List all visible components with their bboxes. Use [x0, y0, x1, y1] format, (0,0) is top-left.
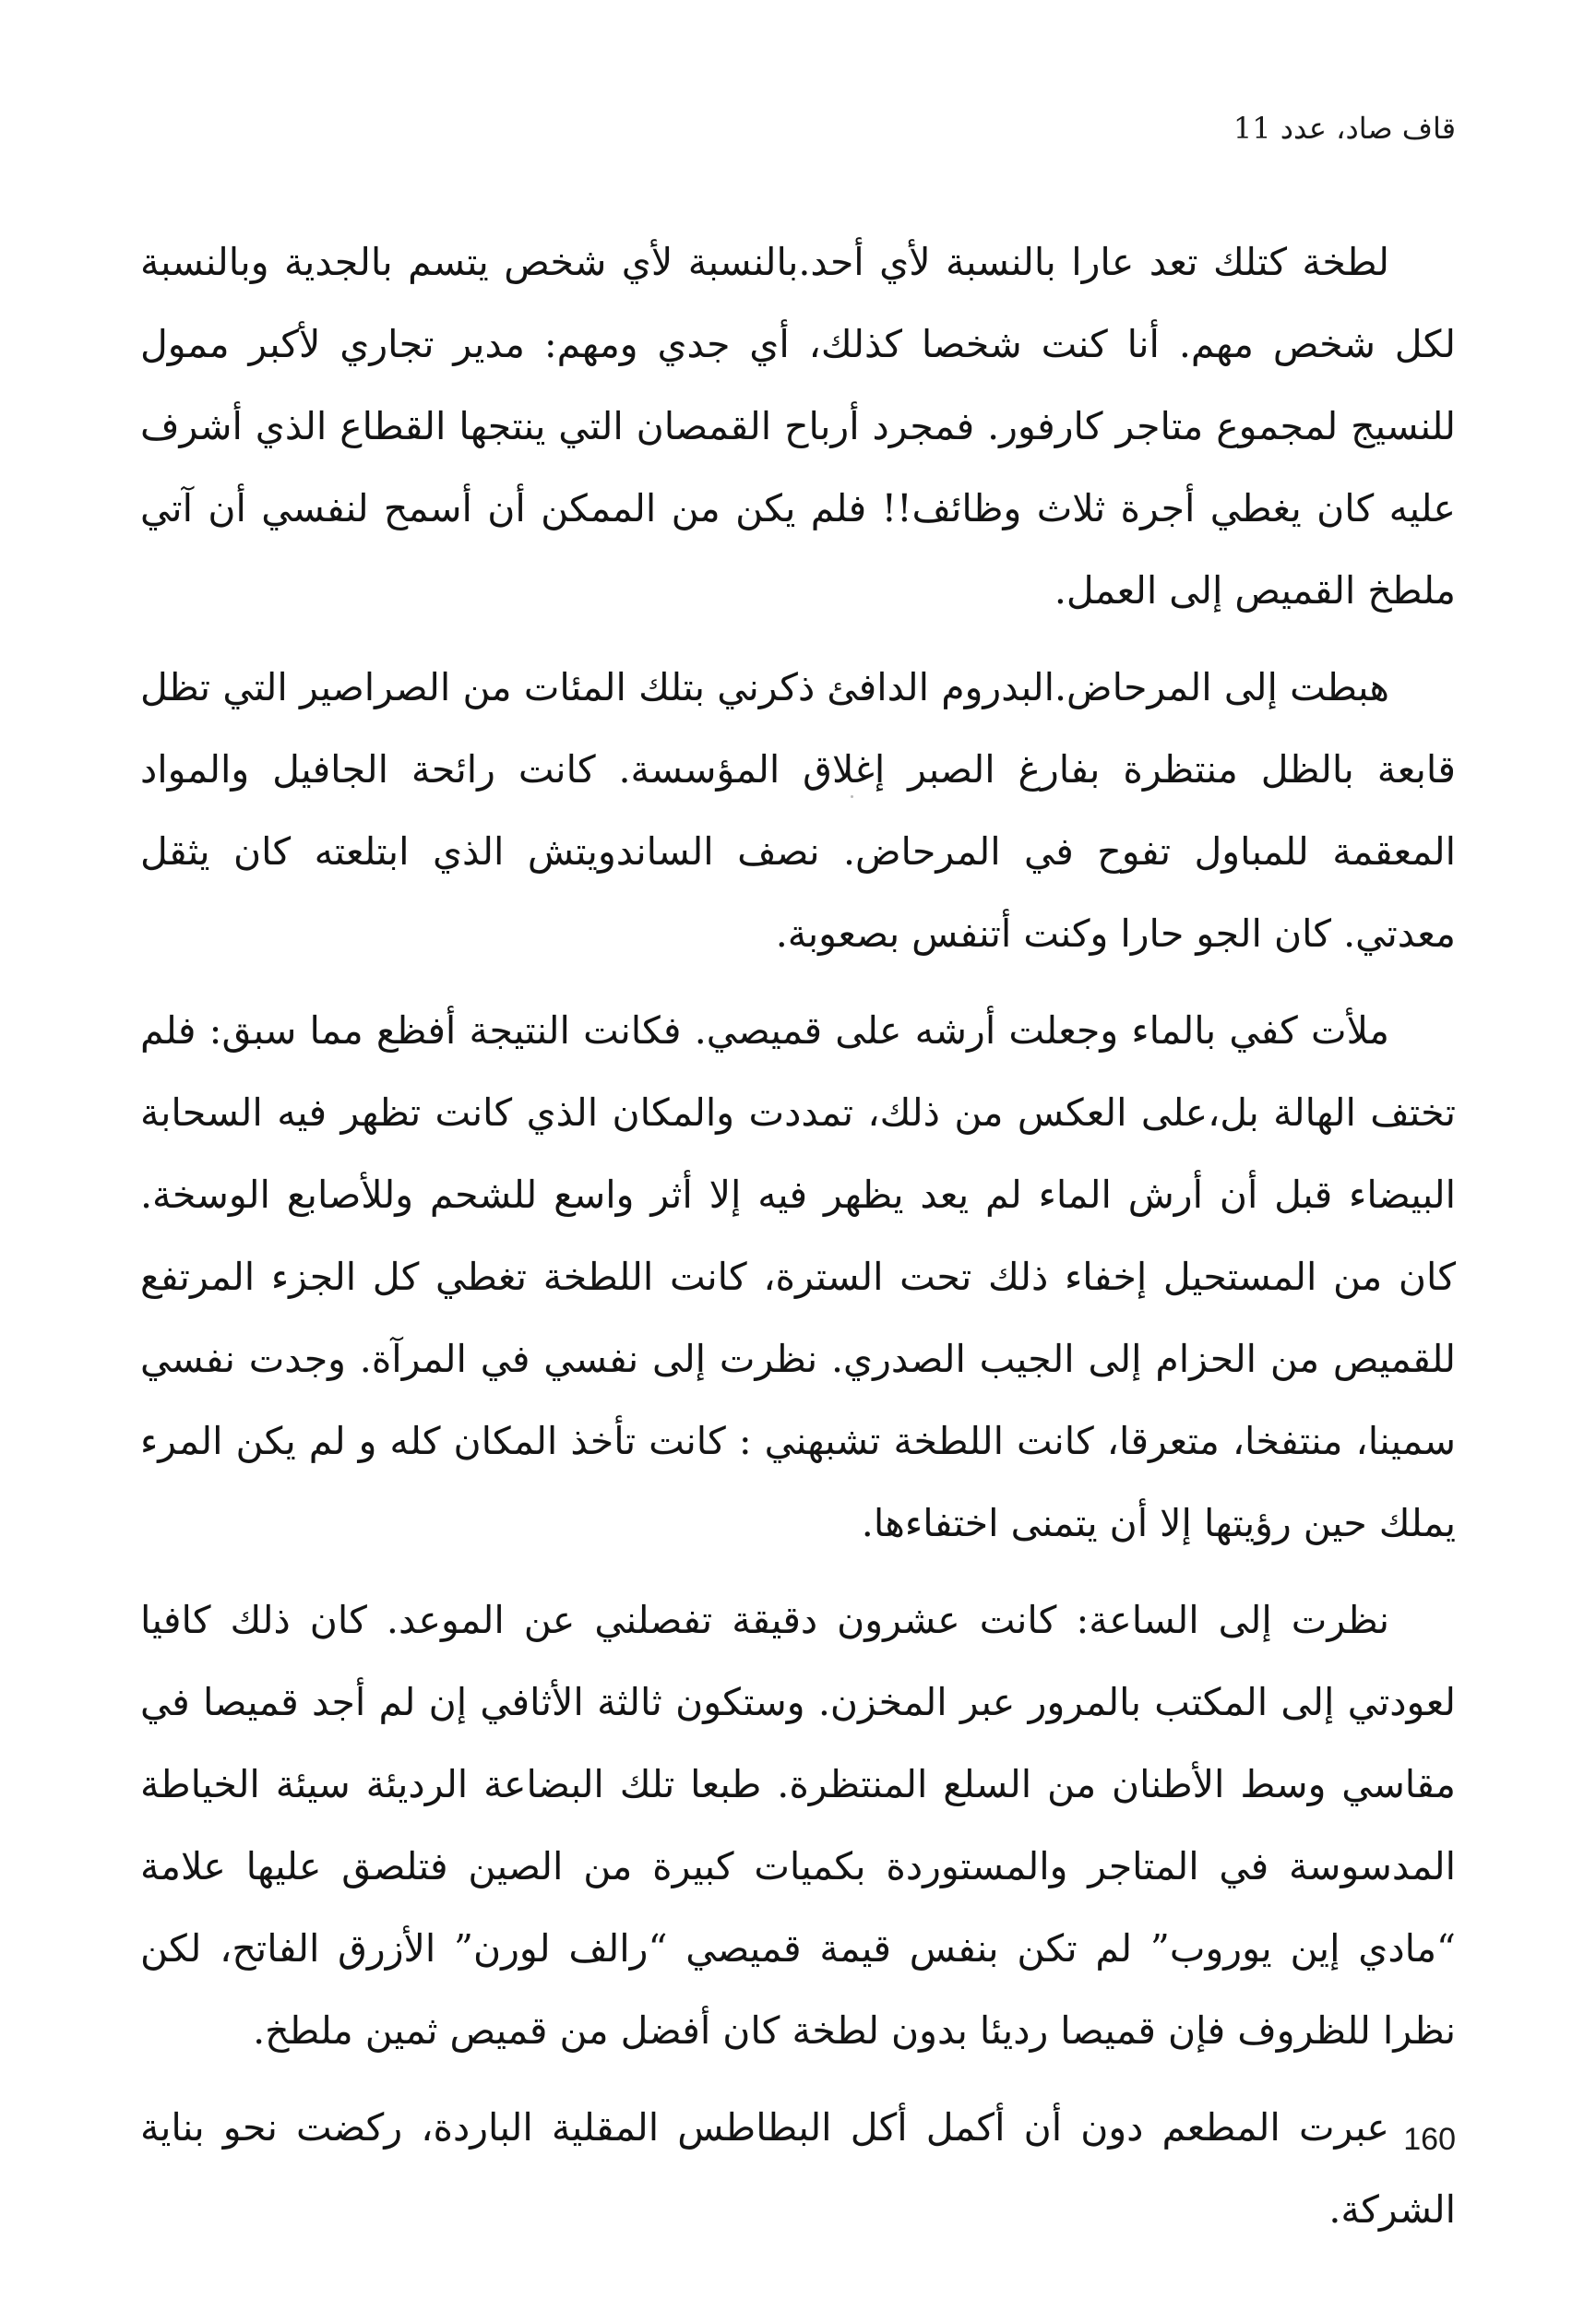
paragraph-3: ملأت كفي بالماء وجعلت أرشه على قميصي. فكانت النتيجة أفظع مما سبق: فلم تختف الهالة بل،على العكس من ذلك، تمددت والمكان الذي كانت تظهر فيه السحابة البيضاء قبل أن أرش الماء لم يعد يظهر فيه إلا أثر واسع للشحم وللأصابع الوسخة. كان من المستحيل إخفاء ذلك تحت السترة، كانت اللطخة تغطي كل الجزء المرتفع للقميص من الحزام إلى الجيب الصدري. نظرت إلى نفسي في المرآة. وجدت نفسي سمينا، منتفخا، متعرقا، كانت اللطخة تشبهني : كانت تأخذ المكان كله و لم يكن المرء يملك حين رؤيتها إلا أن يتمنى اختفاءها. — [140, 1008, 1456, 1545]
paragraph-5: عبرت المطعم دون أن أكمل أكل البطاطس المقلية الباردة، ركضت نحو بناية الشركة. — [140, 2105, 1456, 2232]
paragraph-2: هبطت إلى المرحاض.البدروم الدافئ ذكرني بتلك المئات من الصراصير التي تظل قابعة بالظل منتظرة بفارغ الصبر إغلاق المؤسسة. كانت رائحة الجافيل والمواد المعقمة للمباول تفوح في المرحاض. نصف الساندويتش الذي ابتلعته كان يثقل معدتي. كان الجو حارا وكنت أتنفس بصعوبة. — [140, 665, 1456, 956]
running-header: قاف صاد، عدد 11 — [1233, 111, 1456, 146]
paragraph-4: نظرت إلى الساعة: كانت عشرون دقيقة تفصلني عن الموعد. كان ذلك كافيا لعودتي إلى المكتب بالمرور عبر المخزن. وستكون ثالثة الأثافي إن لم أجد قميصا في مقاسي وسط الأطنان من السلع المنتظرة. طبعا تلك البضاعة الرديئة سيئة الخياطة المدسوسة في المتاجر والمستوردة بكميات كبيرة من الصين فتلصق عليها علامة “مادي إين يوروب” لم تكن بنفس قيمة قميصي “رالف لورن” الأزرق الفاتح، لكن نظرا للظروف فإن قميصا رديئا بدون لطخة كان أفضل من قميص ثمين ملطخ. — [140, 1598, 1456, 2053]
scan-speck — [851, 795, 853, 798]
page-number: 160 — [1403, 2122, 1456, 2157]
paragraph-1: لطخة كتلك تعد عارا بالنسبة لأي أحد.بالنسبة لأي شخص يتسم بالجدية وبالنسبة لكل شخص مهم. أنا كنت شخصا كذلك، أي جدي ومهم: مدير تجاري لأكبر ممول للنسيج لمجموع متاجر كارفور. فمجرد أرباح القمصان التي ينتجها القطاع الذي أشرف عليه كان يغطي أجرة ثلاث وظائف!! فلم يكن من الممكن أن أسمح لنفسي أن آتي ملطخ القميص إلى العمل. — [140, 240, 1456, 613]
body-text — [140, 221, 1456, 2266]
